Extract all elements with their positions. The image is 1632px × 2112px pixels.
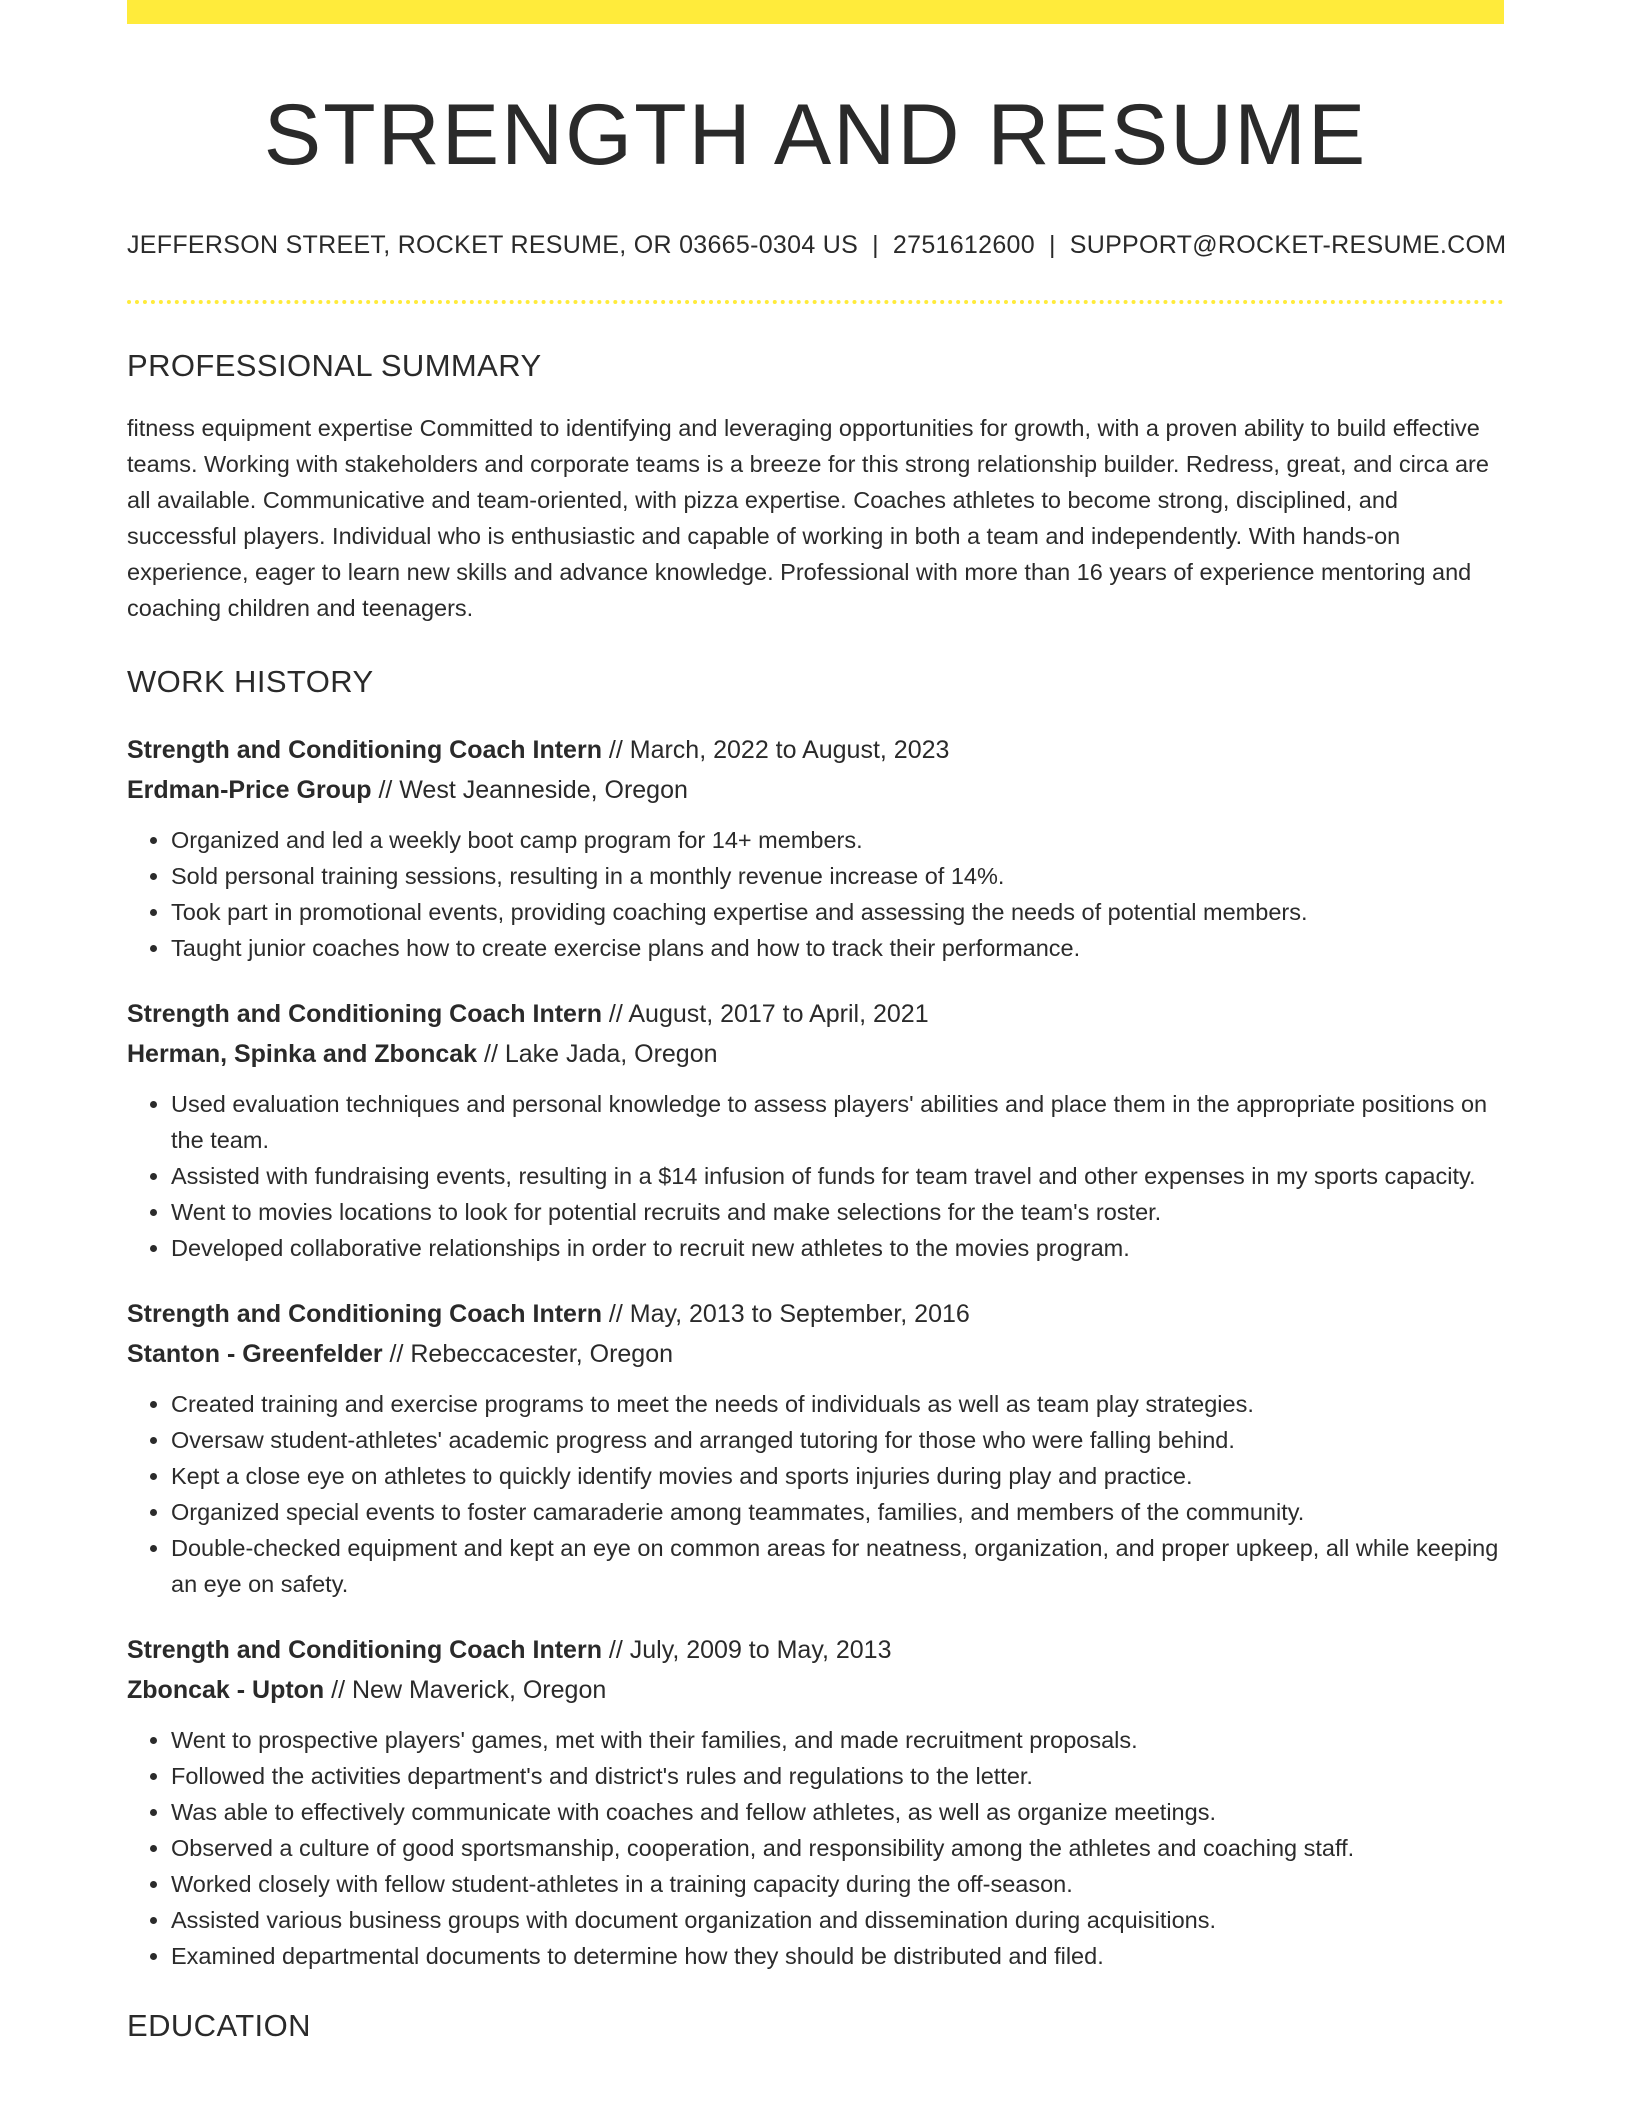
contact-phone: 2751612600 xyxy=(892,231,1035,260)
job-company-line xyxy=(127,1034,1504,1074)
summary-heading: PROFESSIONAL SUMMARY xyxy=(127,348,542,384)
job-title-line xyxy=(127,1630,1504,1670)
job-title-line xyxy=(127,994,1504,1034)
job-company-line xyxy=(127,1670,1504,1710)
job-title: Strength and Conditioning Coach Intern xyxy=(127,1300,602,1329)
job-company: Herman, Spinka and Zboncak xyxy=(127,1040,478,1069)
education-heading: EDUCATION xyxy=(127,2008,311,2044)
job-bullet: • Organized special events to foster camaraderie among teammates, families, and members of the community. xyxy=(171,1494,1504,1530)
job-entry xyxy=(127,1630,1504,1974)
job-location: // West Jeanneside, Oregon xyxy=(371,776,688,805)
job-dates: // August, 2017 to April, 2021 xyxy=(601,1000,929,1029)
work-history-heading: WORK HISTORY xyxy=(127,664,374,700)
job-bullet-list xyxy=(127,1086,1504,1266)
job-bullet-list xyxy=(127,1386,1504,1602)
job-bullet: • Created training and exercise programs to meet the needs of individuals as well as team play strategies. xyxy=(171,1386,1504,1422)
job-title-line xyxy=(127,730,1504,770)
job-bullet: • Worked closely with fellow student-athletes in a training capacity during the off-season. xyxy=(171,1866,1504,1902)
job-bullet: • Went to movies locations to look for potential recruits and make selections for the team's roster. xyxy=(171,1194,1504,1230)
contact-line xyxy=(127,231,1507,260)
job-bullet: • Used evaluation techniques and personal knowledge to assess players' abilities and place them in the appropriate positions on the team. xyxy=(171,1086,1504,1158)
job-bullet: • Examined departmental documents to determine how they should be distributed and filed. xyxy=(171,1938,1504,1974)
job-bullet: • Taught junior coaches how to create exercise plans and how to track their performance. xyxy=(171,930,1504,966)
job-bullet: • Followed the activities department's and district's rules and regulations to the letter. xyxy=(171,1758,1504,1794)
job-dates: // July, 2009 to May, 2013 xyxy=(601,1636,892,1665)
job-bullet: • Sold personal training sessions, resulting in a monthly revenue increase of 14%. xyxy=(171,858,1504,894)
resume-name: STRENGTH AND RESUME xyxy=(263,87,1368,183)
job-bullet: • Organized and led a weekly boot camp program for 14+ members. xyxy=(171,822,1504,858)
job-bullet: • Kept a close eye on athletes to quickly identify movies and sports injuries during play and practice. xyxy=(171,1458,1504,1494)
job-entry xyxy=(127,730,1504,966)
job-dates: // March, 2022 to August, 2023 xyxy=(601,736,950,765)
job-company-line xyxy=(127,770,1504,810)
summary-text: fitness equipment expertise Committed to identifying and leveraging opportunities for growth, with a proven ability to build effective teams. Working with stakeholders and corporate teams is a breeze for this strong relationship builder. Redress, great, and circa are all available. Communicative and team-oriented, with pizza expertise. Coaches athletes to become strong, disciplined, and successful players. Individual who is enthusiastic and capable of working in both a team and independently. With hands-on experience, eager to learn new skills and advance knowledge. Professional with more than 16 years of experience mentoring and coaching children and teenagers. xyxy=(127,415,1489,622)
job-bullet-list xyxy=(127,1722,1504,1974)
accent-top-bar xyxy=(127,0,1504,24)
job-location: // Rebeccacester, Oregon xyxy=(382,1340,674,1369)
contact-separator: | xyxy=(872,231,879,260)
job-title: Strength and Conditioning Coach Intern xyxy=(127,1636,602,1665)
contact-separator: | xyxy=(1048,231,1056,260)
job-company-line xyxy=(127,1334,1504,1374)
job-bullet: • Took part in promotional events, providing coaching expertise and assessing the needs of potential members. xyxy=(171,894,1504,930)
job-location: // Lake Jada, Oregon xyxy=(477,1040,718,1069)
job-title: Strength and Conditioning Coach Intern xyxy=(127,736,602,765)
job-location: // New Maverick, Oregon xyxy=(324,1676,607,1705)
work-history-list xyxy=(127,730,1504,1974)
job-entry xyxy=(127,1294,1504,1602)
job-bullet: • Double-checked equipment and kept an eye on common areas for neatness, organization, and proper upkeep, all while keeping an eye on safety. xyxy=(171,1530,1504,1602)
job-bullet-list xyxy=(127,822,1504,966)
contact-address: JEFFERSON STREET, ROCKET RESUME, OR 03665-0304 US xyxy=(127,231,859,260)
job-bullet: • Oversaw student-athletes' academic progress and arranged tutoring for those who were falling behind. xyxy=(171,1422,1504,1458)
contact-email: SUPPORT@ROCKET-RESUME.COM xyxy=(1069,231,1507,260)
job-title-line xyxy=(127,1294,1504,1334)
resume-page xyxy=(127,0,1507,2044)
job-bullet: • Observed a culture of good sportsmanship, cooperation, and responsibility among the athletes and coaching staff. xyxy=(171,1830,1504,1866)
job-bullet: • Assisted various business groups with document organization and dissemination during acquisitions. xyxy=(171,1902,1504,1938)
dotted-divider xyxy=(127,300,1504,304)
job-bullet: • Was able to effectively communicate with coaches and fellow athletes, as well as organize meetings. xyxy=(171,1794,1504,1830)
job-title: Strength and Conditioning Coach Intern xyxy=(127,1000,602,1029)
job-bullet: • Developed collaborative relationships in order to recruit new athletes to the movies program. xyxy=(171,1230,1504,1266)
job-company: Erdman-Price Group xyxy=(127,776,372,805)
job-entry xyxy=(127,994,1504,1266)
job-company: Zboncak - Upton xyxy=(127,1676,325,1705)
job-company: Stanton - Greenfelder xyxy=(127,1340,383,1369)
job-bullet: • Assisted with fundraising events, resulting in a $14 infusion of funds for team travel and other expenses in my sports capacity. xyxy=(171,1158,1504,1194)
job-bullet: • Went to prospective players' games, met with their families, and made recruitment proposals. xyxy=(171,1722,1504,1758)
job-dates: // May, 2013 to September, 2016 xyxy=(601,1300,970,1329)
